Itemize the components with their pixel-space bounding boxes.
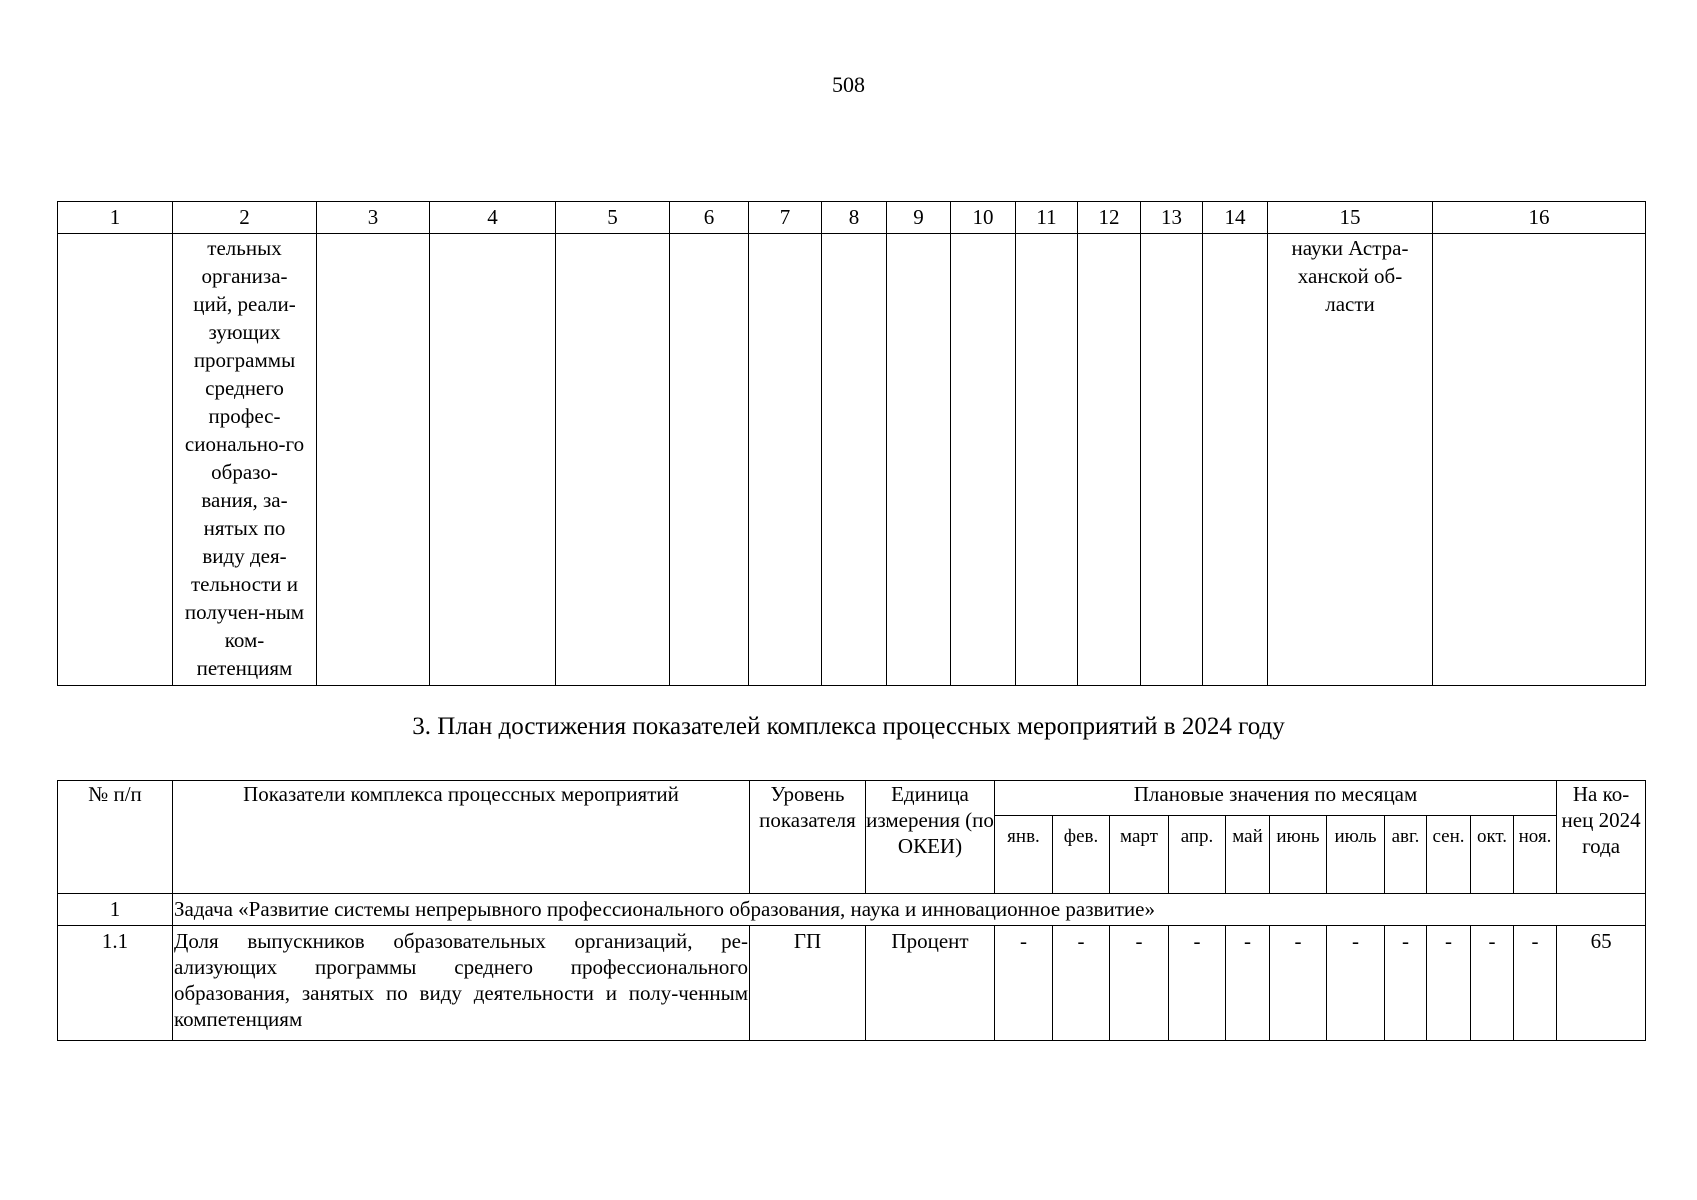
column-number-row xyxy=(58,202,1646,234)
empty-cell xyxy=(58,234,173,686)
column-number-cell: 10 xyxy=(951,202,1016,234)
column-number-cell: 12 xyxy=(1078,202,1141,234)
month-header: ноя. xyxy=(1514,816,1557,894)
column-number-cell: 13 xyxy=(1141,202,1203,234)
level-header: Уровень показателя xyxy=(750,781,866,894)
planned-values-header: Плановые значения по месяцам xyxy=(995,781,1557,816)
num-header: № п/п xyxy=(58,781,173,894)
indicator-text: Доля выпускников образовательных организаций, ре-ализующих программы среднего профессионального образования, занятых по виду деятельности и полу-ченным компетенциям xyxy=(173,926,750,1041)
column-number-cell: 5 xyxy=(556,202,670,234)
month-header: июнь xyxy=(1270,816,1327,894)
column-number-cell: 2 xyxy=(173,202,317,234)
row-number: 1.1 xyxy=(58,926,173,1041)
month-value: - xyxy=(1327,926,1385,1041)
column-number-cell: 11 xyxy=(1016,202,1078,234)
plan-header-row xyxy=(58,781,1646,816)
indicator-row xyxy=(58,926,1646,1041)
end-of-year-value: 65 xyxy=(1557,926,1646,1041)
column-number-cell: 15 xyxy=(1268,202,1433,234)
empty-cell xyxy=(430,234,556,686)
month-value: - xyxy=(1110,926,1169,1041)
month-header: апр. xyxy=(1169,816,1226,894)
column-number-cell: 6 xyxy=(670,202,749,234)
empty-cell xyxy=(670,234,749,686)
task-text: Задача «Развитие системы непрерывного профессионального образования, наука и инновационное развитие» xyxy=(173,894,1646,926)
column-number-cell: 1 xyxy=(58,202,173,234)
responsible-continuation-text: науки Астра-ханской об-ласти xyxy=(1268,234,1433,686)
column-number-cell: 9 xyxy=(887,202,951,234)
continuation-table xyxy=(57,201,1646,686)
indicator-continuation-text: тельных организа-ций, реали-зующих программы среднего профес-сионально-го образо-вания, за-нятых по виду дея-тельности и получен-ным ком-петенциям xyxy=(173,234,317,686)
column-number-cell: 3 xyxy=(317,202,430,234)
empty-cell xyxy=(749,234,822,686)
column-number-cell: 4 xyxy=(430,202,556,234)
column-number-cell: 8 xyxy=(822,202,887,234)
plan-table xyxy=(57,780,1646,1041)
section-title: 3. План достижения показателей комплекса процессных мероприятий в 2024 году xyxy=(412,713,1285,740)
indicator-level: ГП xyxy=(750,926,866,1041)
continuation-row xyxy=(58,234,1646,686)
empty-cell xyxy=(1203,234,1268,686)
task-number: 1 xyxy=(58,894,173,926)
empty-cell xyxy=(1433,234,1646,686)
end-of-year-header: На ко-нец 2024 года xyxy=(1557,781,1646,894)
month-header: янв. xyxy=(995,816,1053,894)
page-number: 508 xyxy=(832,72,865,97)
month-header: май xyxy=(1226,816,1270,894)
empty-cell xyxy=(317,234,430,686)
month-value: - xyxy=(1471,926,1514,1041)
empty-cell xyxy=(1016,234,1078,686)
column-number-cell: 14 xyxy=(1203,202,1268,234)
empty-cell xyxy=(556,234,670,686)
empty-cell xyxy=(822,234,887,686)
empty-cell xyxy=(1141,234,1203,686)
month-value: - xyxy=(995,926,1053,1041)
month-value: - xyxy=(1053,926,1110,1041)
month-value: - xyxy=(1514,926,1557,1041)
empty-cell xyxy=(887,234,951,686)
month-value: - xyxy=(1226,926,1270,1041)
month-header: фев. xyxy=(1053,816,1110,894)
month-header: март xyxy=(1110,816,1169,894)
column-number-cell: 7 xyxy=(749,202,822,234)
task-row xyxy=(58,894,1646,926)
column-number-cell: 16 xyxy=(1433,202,1646,234)
month-value: - xyxy=(1427,926,1471,1041)
empty-cell xyxy=(1078,234,1141,686)
month-header: июль xyxy=(1327,816,1385,894)
month-header: авг. xyxy=(1385,816,1427,894)
indicators-header: Показатели комплекса процессных мероприятий xyxy=(173,781,750,894)
month-header: сен. xyxy=(1427,816,1471,894)
month-value: - xyxy=(1270,926,1327,1041)
month-header: окт. xyxy=(1471,816,1514,894)
month-value: - xyxy=(1169,926,1226,1041)
month-value: - xyxy=(1385,926,1427,1041)
indicator-unit: Процент xyxy=(866,926,995,1041)
unit-header: Единица измерения (по ОКЕИ) xyxy=(866,781,995,894)
empty-cell xyxy=(951,234,1016,686)
